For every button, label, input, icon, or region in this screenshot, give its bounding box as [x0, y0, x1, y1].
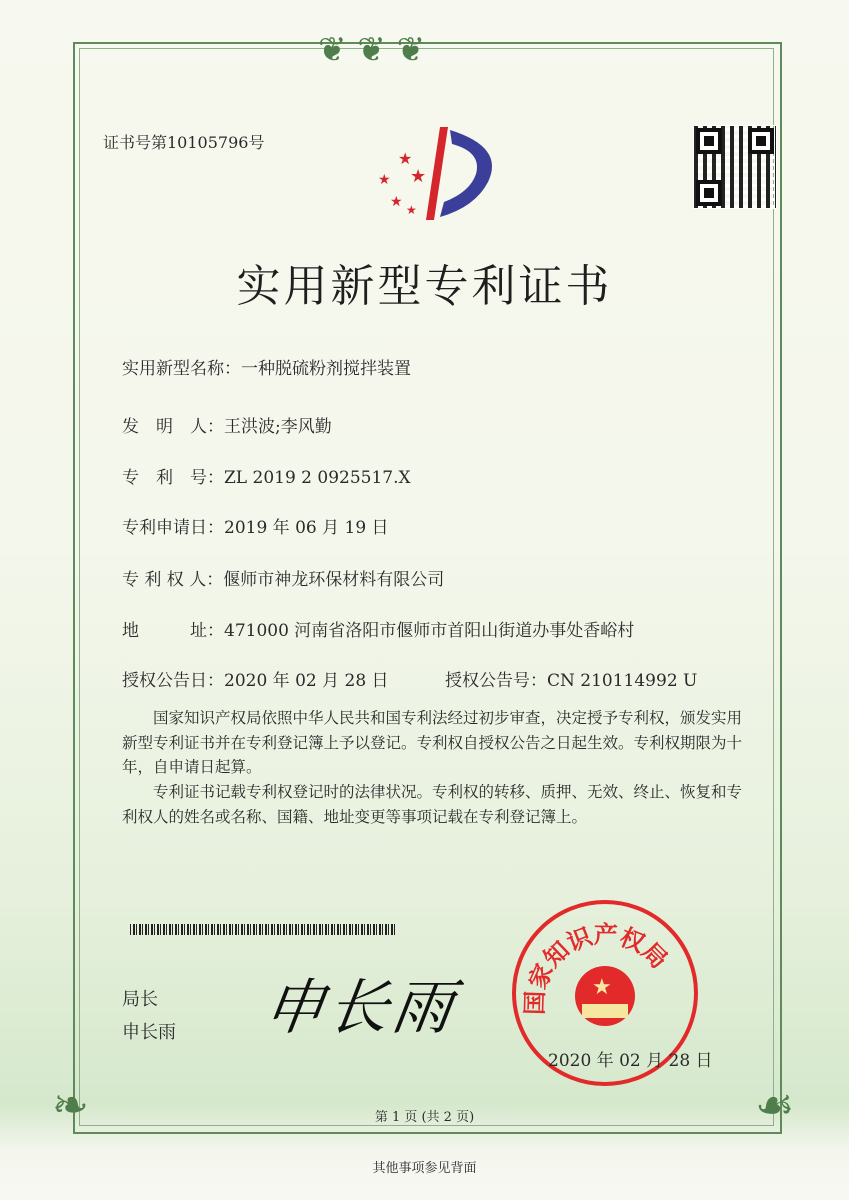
field-value: CN 210114992 U [547, 671, 698, 691]
field-label: 授权公告日： [122, 671, 224, 691]
footer-note: 其他事项参见背面 [372, 1161, 477, 1176]
director-name: 申长雨 [122, 1022, 176, 1043]
field-patentee [122, 565, 444, 590]
qr-code-icon [693, 125, 777, 209]
field-value: ZL 2019 2 0925517.X [224, 468, 411, 488]
corner-ornament-left-icon: ❧ [52, 1080, 89, 1131]
svg-text:★: ★ [592, 975, 612, 1000]
field-grant-publication-number [445, 666, 697, 691]
field-label: 地 址： [122, 621, 224, 641]
page-title: 实用新型专利证书 [236, 261, 613, 312]
field-label: 实用新型名称： [122, 359, 241, 379]
page-info: 第 1 页 (共 2 页) [374, 1110, 475, 1125]
svg-text:★: ★ [410, 166, 427, 187]
barcode-icon [130, 924, 395, 935]
field-label: 专 利 权 人： [122, 570, 224, 590]
field-label: 专 利 号： [122, 468, 224, 488]
field-value: 2020 年 02 月 28 日 [224, 671, 389, 691]
field-utility-model-name [122, 354, 411, 379]
field-value: 一种脱硫粉剂搅拌装置 [241, 359, 411, 379]
field-label: 专利申请日： [122, 518, 224, 538]
paragraph-grant-statement: 国家知识产权局依照中华人民共和国专利法经过初步审查，决定授予专利权，颁发实用新型专利证书并在专利登记簿上予以登记。专利权自授权公告之日起生效。专利权期限为十年，自申请日起算。 [122, 709, 743, 776]
field-grant-date [122, 666, 389, 691]
director-signature: 申长雨 [259, 973, 462, 1043]
field-value: 王洪波;李风勤 [224, 417, 332, 437]
svg-text:★: ★ [390, 194, 403, 210]
field-address [122, 616, 634, 641]
top-ornament-icon: ❦ ❦ ❦ [318, 30, 426, 70]
field-value: 偃师市神龙环保材料有限公司 [223, 570, 445, 590]
certificate-number: 证书号第10105796号 [103, 133, 265, 152]
field-value: 2019 年 06 月 19 日 [224, 518, 389, 538]
field-inventors [122, 412, 332, 437]
svg-text:★: ★ [406, 203, 417, 217]
seal-text: 国家知识产权局 [519, 919, 674, 1016]
field-patent-number [122, 463, 411, 488]
field-label: 授权公告号： [445, 671, 547, 691]
paragraph-legal-status: 专利证书记载专利权登记时的法律状况。专利权的转移、质押、无效、终止、恢复和专利权人的姓名或名称、国籍、地址变更等事项记载在专利登记簿上。 [122, 783, 743, 826]
seal-date: 2020 年 02 月 28 日 [548, 1051, 713, 1071]
svg-text:★: ★ [398, 149, 413, 168]
field-application-date [122, 513, 389, 538]
field-value: 471000 河南省洛阳市偃师市首阳山街道办事处香峪村 [224, 621, 635, 641]
cnipa-logo-icon [370, 122, 505, 222]
svg-text:★: ★ [378, 172, 391, 188]
director-title: 局长 [122, 989, 158, 1010]
corner-ornament-right-icon: ☙ [755, 1080, 795, 1131]
field-label: 发 明 人： [122, 417, 224, 437]
